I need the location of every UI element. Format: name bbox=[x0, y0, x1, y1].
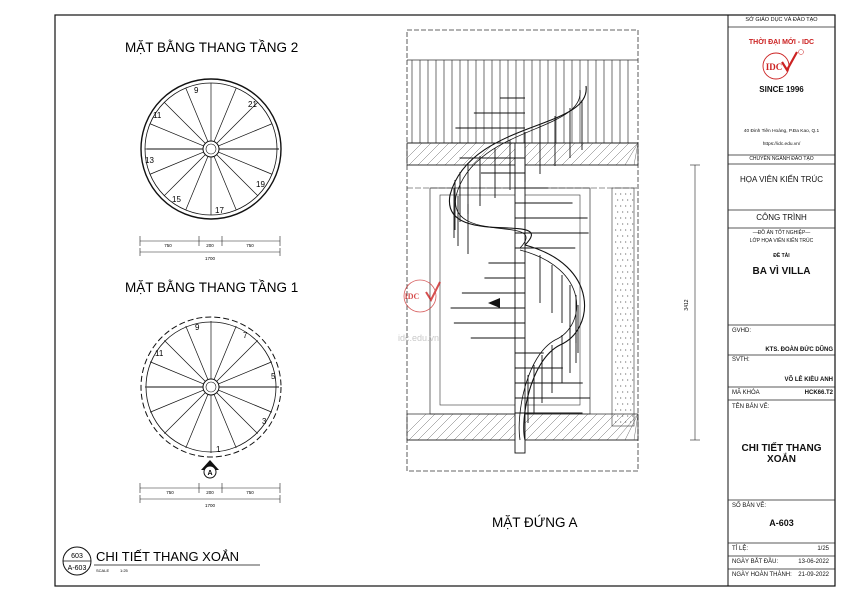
tb-finish: 21-09-2022 bbox=[798, 572, 829, 578]
tb-major-label: CHUYÊN NGÀNH ĐÀO TẠO bbox=[749, 156, 814, 162]
tb-project-line2: LỚP HỌA VIÊN KIẾN TRÚC bbox=[749, 238, 814, 244]
tb-finish-label: NGÀY HOÀN THÀNH: bbox=[732, 572, 792, 578]
detail-label bbox=[63, 547, 260, 575]
tb-sheet-no: A-603 bbox=[769, 518, 794, 528]
tb-project-label: CÔNG TRÌNH bbox=[756, 213, 807, 222]
tb-course: HCK66.T2 bbox=[804, 390, 833, 396]
tb-gvhd-label: GVHD: bbox=[732, 328, 752, 334]
plan2-dim-right: 750 bbox=[246, 243, 254, 248]
detail-scale-label: SCALE bbox=[96, 568, 110, 573]
section-marker bbox=[201, 460, 219, 478]
watermark bbox=[398, 280, 440, 343]
tb-school: THỜI ĐẠI MỚI - IDC bbox=[748, 39, 815, 46]
plan2-title: MẶT BẰNG THANG TẦNG 2 bbox=[125, 40, 299, 55]
step-number: 17 bbox=[215, 206, 224, 215]
plan1-spiral bbox=[141, 317, 281, 457]
step-number: 1 bbox=[216, 445, 221, 454]
step-number: 3 bbox=[262, 417, 267, 426]
tb-gvhd: KTS. ĐOÀN ĐỨC DŨNG bbox=[765, 347, 833, 353]
step-number: 7 bbox=[243, 331, 248, 340]
step-number: 9 bbox=[194, 86, 199, 95]
step-number: 21 bbox=[248, 100, 257, 109]
tb-website: https://idc.edu.vn/ bbox=[762, 142, 801, 147]
tb-major: HỌA VIÊN KIẾN TRÚC bbox=[740, 175, 823, 184]
step-number: 11 bbox=[153, 111, 162, 120]
tb-drawing-name: CHI TIẾT THANG XOẮN bbox=[741, 443, 822, 465]
tb-scale-label: TỈ LỆ: bbox=[732, 546, 749, 552]
plan1-dimensions bbox=[140, 483, 280, 508]
elevation-a bbox=[404, 30, 700, 471]
step-number: 11 bbox=[155, 349, 164, 358]
step-number: 15 bbox=[172, 195, 181, 204]
plan2-dim-mid: 200 bbox=[206, 243, 214, 248]
tb-dept: SỞ GIÁO DỤC VÀ ĐÀO TẠO bbox=[745, 17, 818, 23]
step-number: 13 bbox=[145, 156, 154, 165]
detail-sheet: A-603 bbox=[67, 565, 87, 572]
tb-drawing-name-label: TÊN BẢN VẼ: bbox=[732, 404, 770, 410]
plan2-dimensions bbox=[140, 236, 280, 261]
plan1-dim-left: 750 bbox=[166, 490, 174, 495]
plan1-title: MẶT BẰNG THANG TẦNG 1 bbox=[125, 280, 299, 295]
plan2-dim-left: 750 bbox=[164, 243, 172, 248]
tb-since: SINCE 1996 bbox=[759, 85, 804, 94]
detail-number: 603 bbox=[71, 553, 83, 560]
tb-sheet-no-label: SỐ BẢN VẼ: bbox=[732, 503, 767, 509]
step-number: 5 bbox=[271, 372, 276, 381]
watermark-check-icon bbox=[426, 282, 440, 300]
step-number: 9 bbox=[195, 323, 200, 332]
tb-topic-label: ĐỀ TÀI bbox=[773, 253, 790, 259]
tb-course-label: MÃ KHÓA bbox=[732, 390, 760, 396]
detail-scale-value: 1:25 bbox=[120, 568, 128, 573]
plan1-dim-mid: 200 bbox=[206, 490, 214, 495]
section-marker-letter: A bbox=[207, 470, 213, 477]
tb-project-line1: —ĐỒ ÁN TỐT NGHIỆP— bbox=[752, 230, 811, 236]
plan1-dim-total: 1700 bbox=[204, 503, 216, 508]
tb-start: 13-06-2022 bbox=[798, 559, 829, 565]
plan2-spiral bbox=[141, 79, 281, 219]
tb-svth: VÕ LÊ KIỀU ANH bbox=[784, 377, 833, 383]
elevation-height-dim: 3412 bbox=[684, 299, 690, 311]
detail-title: CHI TIẾT THANG XOẮN bbox=[96, 549, 240, 564]
step-number: 19 bbox=[256, 180, 265, 189]
title-block bbox=[728, 15, 835, 586]
watermark-logo-text: IDC bbox=[404, 292, 420, 301]
plan2-dim-total: 1700 bbox=[204, 256, 216, 261]
sheet-frame bbox=[55, 15, 835, 586]
idc-logo-text: IDC bbox=[765, 62, 783, 72]
tb-start-label: NGÀY BẮT ĐẦU: bbox=[732, 559, 779, 565]
tb-svth-label: SVTH: bbox=[732, 357, 750, 363]
watermark-url: idc.edu.vn bbox=[398, 333, 440, 343]
tb-topic: BA VÌ VILLA bbox=[752, 266, 811, 277]
tb-address: 40 Đinh Tiên Hoàng, P.Đa Kao, Q.1 bbox=[743, 129, 820, 134]
plan1-dim-right: 750 bbox=[246, 490, 254, 495]
tb-scale: 1/25 bbox=[817, 546, 829, 552]
elevation-title: MẶT ĐỨNG A bbox=[492, 515, 578, 530]
